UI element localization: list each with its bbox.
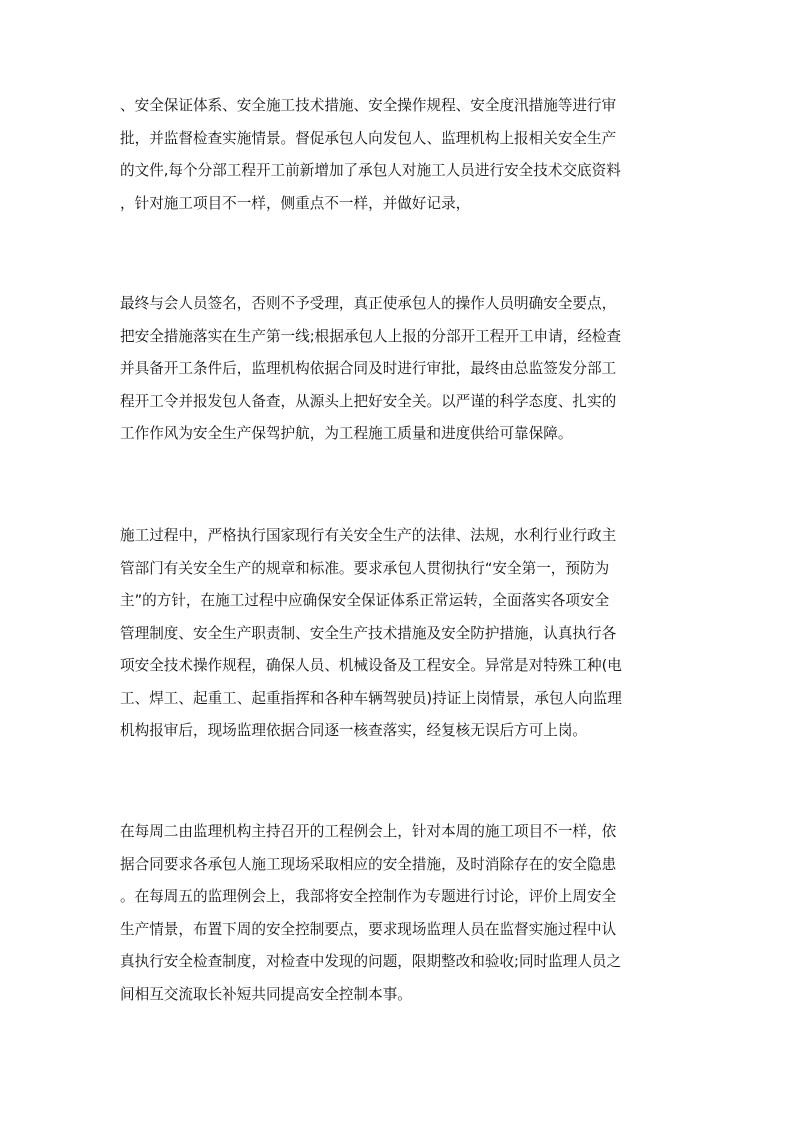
paragraph-line: 并具备开工条件后，监理机构依据合同及时进行审批，最终由总监签发分部工 xyxy=(120,360,617,377)
paragraph-line: 间相互交流取长补短共同提高安全控制本事。 xyxy=(120,985,412,1003)
paragraph-line: 工、焊工、起重工、起重指挥和各种车辆驾驶员)持证上岗情景，承包人向监理 xyxy=(120,689,622,707)
paragraph-line: 据合同要求各承包人施工现场采取相应的安全措施，及时消除存在的安全隐患 xyxy=(120,855,617,873)
paragraph-line: 项安全技术操作规程，确保人员、机械设备及工程安全。异常是对特殊工种(电 xyxy=(120,657,622,674)
paragraph-line: 在每周二由监理机构主持召开的工程例会上，针对本周的施工项目不一样，依 xyxy=(120,823,617,840)
paragraph-line: 管部门有关安全生产的规章和标准。要求承包人贯彻执行“安全第一，预防为 xyxy=(120,559,610,577)
paragraph-line: 把安全措施落实在生产第一线;根据承包人上报的分部开工程开工申请，经检查 xyxy=(120,327,622,345)
paragraph-line: 工作作风为安全生产保驾护航，为工程施工质量和进度供给可靠保障。 xyxy=(120,425,573,442)
paragraph-line: ，针对施工项目不一样，侧重点不一样，并做好记录， xyxy=(120,194,471,212)
paragraph-line: 生产情景，布置下周的安全控制要点，要求现场监理人员在监督实施过程中认 xyxy=(120,920,617,938)
paragraph-line: 。在每周五的监理例会上，我部将安全控制作为专题进行讨论，评价上周安全 xyxy=(120,888,617,905)
paragraph-line: 管理制度、安全生产职责制、安全生产技术措施及安全防护措施，认真执行各 xyxy=(120,624,617,642)
paragraph-4 xyxy=(120,816,676,1011)
paragraph-line: 施工过程中，严格执行国家现行有关安全生产的法律、法规，水利行业行政主 xyxy=(120,527,617,544)
paragraph-line: 的文件,每个分部工程开工前新增加了承包人对施工人员进行安全技术交底资料 xyxy=(120,162,621,179)
paragraph-1 xyxy=(120,90,676,220)
paragraph-line: 主”的方针，在施工过程中应确保安全保证体系正常运转，全面落实各项安全 xyxy=(120,592,610,609)
paragraph-line: 批，并监督检查实施情景。督促承包人向发包人、监理机构上报相关安全生产 xyxy=(120,129,617,147)
paragraph-line: 、安全保证体系、安全施工技术措施、安全操作规程、安全度汛措施等进行审 xyxy=(120,97,617,114)
paragraph-line: 机构报审后，现场监理依据合同逐一核查落实，经复核无误后方可上岗。 xyxy=(120,722,588,739)
paragraph-line: 最终与会人员签名，否则不予受理，真正使承包人的操作人员明确安全要点， xyxy=(120,295,617,312)
paragraph-line: 真执行安全检查制度，对检查中发现的问题，限期整改和验收;同时监理人员之 xyxy=(120,953,622,970)
paragraph-line: 程开工令并报发包人备查，从源头上把好安全关。以严谨的科学态度、扎实的 xyxy=(120,392,617,410)
paragraph-2 xyxy=(120,288,676,451)
paragraph-3 xyxy=(120,520,676,748)
